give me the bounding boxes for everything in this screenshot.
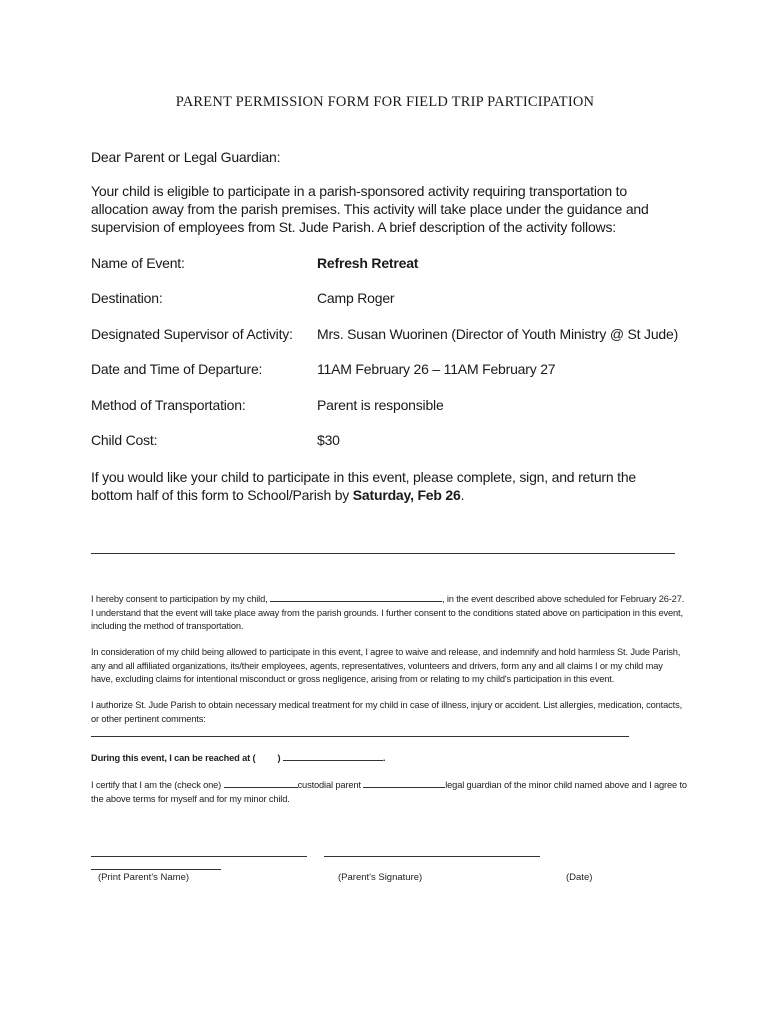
- departure-value: 11AM February 26 – 11AM February 27: [317, 361, 556, 377]
- salutation: Dear Parent or Legal Guardian:: [91, 149, 281, 165]
- certification-text-start: I certify that I am the (check one): [91, 780, 224, 790]
- cut-line: [91, 553, 675, 554]
- print-name-line[interactable]: [91, 856, 307, 857]
- intro-paragraph: Your child is eligible to participate in a parish-sponsored activity requiring transportation to allocation away from the parish premises. This activity will take place under the guidance and supervision of employees from St. Jude Parish. A brief description of the activity follows:: [91, 183, 649, 235]
- signature-label: (Parent's Signature): [338, 872, 423, 883]
- transport-value: Parent is responsible: [317, 397, 444, 413]
- return-deadline: Saturday, Feb 26: [352, 487, 461, 503]
- signature-line[interactable]: [324, 856, 540, 857]
- form-title: PARENT PERMISSION FORM FOR FIELD TRIP PARTICIPATION: [175, 94, 595, 110]
- contact-text-start: During this event, I can be reached at (: [91, 753, 256, 763]
- event-label: Name of Event:: [91, 255, 185, 271]
- supervisor-label: Designated Supervisor of Activity:: [91, 326, 293, 342]
- cost-row: [91, 432, 691, 450]
- medical-paragraph: [91, 699, 687, 737]
- destination-value: Camp Roger: [317, 290, 395, 306]
- destination-row: [91, 290, 691, 308]
- child-name-blank[interactable]: [270, 592, 442, 602]
- medical-comments-blank[interactable]: [91, 726, 629, 737]
- print-name-label: (Print Parent's Name): [98, 872, 190, 883]
- legal-guardian-check-blank[interactable]: [363, 778, 445, 788]
- certification-paragraph: [91, 778, 687, 806]
- medical-text: I authorize St. Jude Parish to obtain necessary medical treatment for my child in case of illness, injury or accident. List allergies, medication, contacts, or other pertinent comments:: [91, 700, 682, 724]
- contact-line: [91, 751, 687, 766]
- event-row: [91, 255, 691, 273]
- return-instructions-text: If you would like your child to participate in this event, please complete, sign, and return the bottom half of this form to School/Parish by: [91, 469, 637, 503]
- date-label: (Date): [566, 872, 593, 883]
- supervisor-value: Mrs. Susan Wuorinen (Director of Youth Ministry @ St Jude): [317, 326, 679, 342]
- certification-text-end: legal guardian of the minor child named above and I agree to the above terms for myself and for my minor child.: [91, 780, 687, 804]
- consent-text-start: I hereby consent to participation by my child,: [91, 594, 270, 604]
- consent-paragraph: [91, 592, 687, 634]
- waiver-paragraph: In consideration of my child being allowed to participate in this event, I agree to waive and release, and indemnify and hold harmless St. Jude Parish, any and all affiliated organizations, its/their employees, agents, representatives, volunteers and drivers, form any and all claims I or my child may have, excluding claims for intentional misconduct or gross negligence, arising from or relating to my child's participation in this event.: [91, 647, 681, 684]
- certification-text-mid: custodial parent: [297, 780, 364, 790]
- destination-label: Destination:: [91, 290, 163, 306]
- consent-text-end: , in the event described above scheduled for February 26-27. I understand that the event will take place away from the parish grounds. I further consent to the conditions stated above on participation in this event, including the method of transportation.: [91, 594, 685, 631]
- event-value: Refresh Retreat: [317, 255, 419, 271]
- cost-value: $30: [317, 432, 340, 448]
- departure-label: Date and Time of Departure:: [91, 361, 263, 377]
- transport-row: [91, 397, 691, 415]
- custodial-parent-check-blank[interactable]: [224, 778, 298, 788]
- departure-row: [91, 361, 691, 379]
- date-line[interactable]: [91, 869, 221, 870]
- transport-label: Method of Transportation:: [91, 397, 246, 413]
- cost-label: Child Cost:: [91, 432, 158, 448]
- supervisor-row: [91, 326, 691, 344]
- contact-text-end: .: [382, 753, 386, 763]
- phone-number-blank[interactable]: [283, 751, 386, 763]
- area-code-blank[interactable]: [256, 752, 278, 761]
- return-instructions-end: .: [460, 487, 465, 503]
- return-instructions: [91, 468, 681, 504]
- contact-text-mid: ): [277, 753, 281, 763]
